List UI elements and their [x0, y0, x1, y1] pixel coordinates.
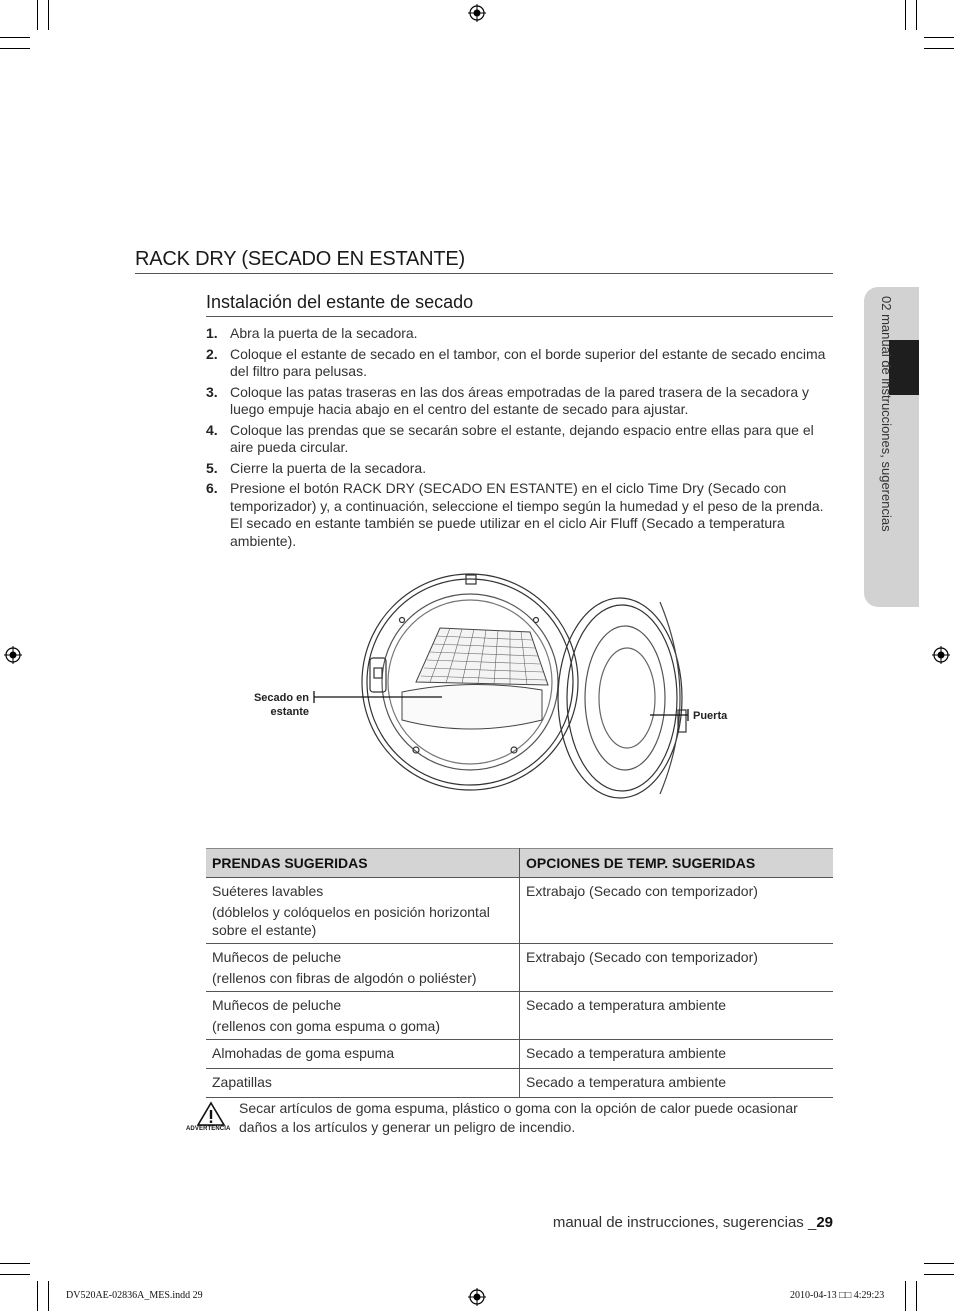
- item-note: (rellenos con goma espuma o goma): [212, 1018, 441, 1034]
- suggested-temp-table: [206, 848, 833, 1098]
- item-note: (rellenos con fibras de algodón o poliéster): [212, 970, 477, 986]
- column-header: PRENDAS SUGERIDAS: [206, 849, 520, 878]
- item-name: Almohadas de goma espuma: [212, 1045, 395, 1061]
- rack-label: Secado en estante: [253, 692, 309, 718]
- step-item: [206, 460, 836, 478]
- item-cell: [206, 1069, 520, 1098]
- print-slug-date: 2010-04-13 □□ 4:29:23: [790, 1290, 885, 1301]
- table-row: [206, 1040, 833, 1069]
- step-item: [206, 346, 836, 381]
- step-item: [206, 384, 836, 419]
- item-name: Muñecos de peluche: [212, 997, 342, 1013]
- option-cell: Extrabajo (Secado con temporizador): [520, 878, 834, 944]
- column-header: OPCIONES DE TEMP. SUGERIDAS: [520, 849, 834, 878]
- step-item: [206, 480, 836, 550]
- item-name: Muñecos de peluche: [212, 949, 342, 965]
- crop-mark: [924, 1274, 954, 1275]
- registration-mark-icon: [932, 646, 950, 664]
- item-note: (dóblelos y colóquelos en posición horizontal sobre el estante): [212, 904, 490, 938]
- crop-mark: [905, 1281, 906, 1311]
- crop-mark: [905, 0, 906, 30]
- print-slug-file: DV520AE-02836A_MES.indd 29: [66, 1290, 203, 1301]
- section-title: RACK DRY (SECADO EN ESTANTE): [135, 248, 833, 274]
- crop-mark: [924, 1263, 954, 1264]
- step-number: 3.: [206, 383, 218, 400]
- step-number: 6.: [206, 480, 218, 496]
- option-cell: Secado a temperatura ambiente: [520, 992, 834, 1040]
- registration-mark-icon: [468, 4, 486, 22]
- crop-mark: [924, 37, 954, 38]
- item-name: Zapatillas: [212, 1074, 272, 1090]
- step-text: Abra la puerta de la secadora.: [230, 325, 418, 341]
- crop-mark: [0, 1263, 30, 1264]
- step-text: Coloque las patas traseras en las dos áreas empotradas de la pared trasera de la secadora y luego empuje hacia abajo en el centro del estante de secado para ajustar.: [230, 383, 810, 417]
- crop-mark: [0, 1274, 30, 1275]
- crop-mark: [0, 48, 30, 49]
- footer-label: manual de instrucciones, sugerencias _: [552, 1214, 817, 1231]
- step-number: 4.: [206, 421, 218, 438]
- option-cell: Secado a temperatura ambiente: [520, 1069, 834, 1098]
- warning-text: Secar artículos de goma espuma, plástico o goma con la opción de calor puede ocasionar daños a los artículos y generar un peligro de incendio.: [239, 1100, 798, 1135]
- door-label: Puerta: [693, 710, 728, 722]
- step-text: Presione el botón RACK DRY (SECADO EN ESTANTE) en el ciclo Time Dry (Secado con temporizador) y, a continuación, seleccione el tiempo según la humedad y el peso de la prenda. El secado en estante también se puede utilizar en el ciclo Air Fluff (Secado a temperatura ambiente).: [230, 480, 824, 549]
- crop-mark: [37, 1281, 38, 1311]
- warning-caption: ADVERTENCIA: [186, 1126, 231, 1132]
- dryer-rack-illustration: [230, 570, 750, 810]
- table-row: [206, 878, 833, 944]
- step-item: [206, 325, 836, 343]
- step-item: [206, 422, 836, 457]
- registration-mark-icon: [468, 1288, 486, 1306]
- crop-mark: [0, 37, 30, 38]
- step-text: Cierre la puerta de la secadora.: [230, 459, 427, 476]
- page-footer: [470, 1214, 833, 1231]
- step-text: Coloque las prendas que se secarán sobre el estante, dejando espacio entre ellas para que el aire pueda circular.: [230, 421, 814, 455]
- crop-mark: [924, 48, 954, 49]
- item-cell: [206, 944, 520, 992]
- crop-mark: [37, 0, 38, 30]
- table-header-row: [206, 849, 833, 878]
- warning-triangle-icon: [196, 1101, 226, 1127]
- page-number: 29: [816, 1214, 833, 1231]
- table-row: [206, 944, 833, 992]
- step-number: 2.: [206, 345, 218, 362]
- registration-mark-icon: [4, 646, 22, 664]
- step-number: 5.: [206, 459, 218, 476]
- table-row: [206, 992, 833, 1040]
- crop-mark: [916, 1281, 917, 1311]
- item-name: Suéteres lavables: [212, 883, 324, 899]
- dryer-drawing: [230, 570, 750, 810]
- option-cell: Extrabajo (Secado con temporizador): [520, 944, 834, 992]
- crop-mark: [916, 0, 917, 30]
- crop-mark: [48, 1281, 49, 1311]
- step-text: Coloque el estante de secado en el tambor, con el borde superior del estante de secado encima del filtro para pelusas.: [230, 345, 826, 379]
- table-row: [206, 1069, 833, 1098]
- item-cell: [206, 992, 520, 1040]
- subsection-title: Instalación del estante de secado: [206, 292, 833, 317]
- item-cell: [206, 878, 520, 944]
- option-cell: Secado a temperatura ambiente: [520, 1040, 834, 1069]
- chapter-tab-label: 02 manual de instrucciones, sugerencias: [879, 296, 894, 532]
- steps-list: [206, 325, 836, 553]
- step-number: 1.: [206, 325, 218, 341]
- crop-mark: [48, 0, 49, 30]
- item-cell: [206, 1040, 520, 1069]
